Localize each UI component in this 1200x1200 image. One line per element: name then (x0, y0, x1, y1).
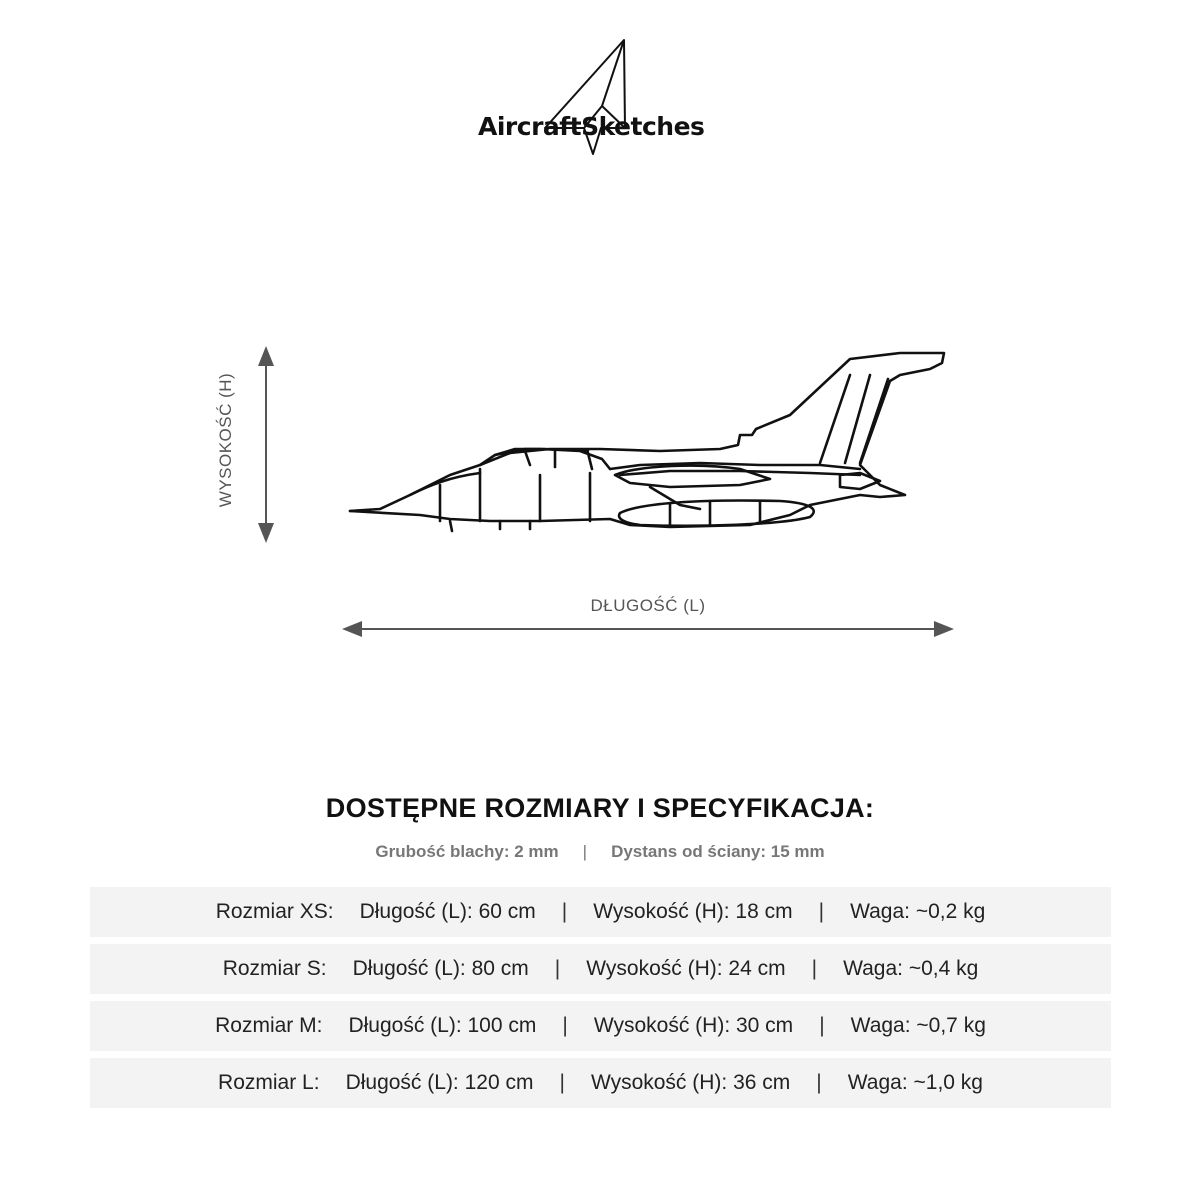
spec-title: DOSTĘPNE ROZMIARY I SPECYFIKACJA: (325, 793, 875, 823)
size-height: Wysokość (H): 24 cm (586, 957, 786, 980)
separator: | (562, 1014, 568, 1037)
separator: | (811, 957, 818, 980)
size-table (90, 887, 1111, 1115)
separator: | (554, 957, 561, 980)
separator: | (559, 1071, 565, 1094)
size-height: Wysokość (H): 18 cm (593, 900, 793, 923)
size-height: Wysokość (H): 36 cm (590, 1071, 791, 1094)
size-length: Długość (L): 80 cm (352, 957, 529, 980)
size-length: Długość (L): 60 cm (359, 900, 536, 923)
brand-name: AircraftSketches (478, 112, 705, 141)
spec-subtitle (0, 842, 1200, 862)
size-weight: Waga: ~1,0 kg (847, 1071, 983, 1094)
separator: | (816, 1071, 822, 1094)
aircraft-silhouette-image (340, 345, 960, 555)
wall-distance: Dystans od ściany: 15 mm (611, 842, 825, 861)
sheet-thickness: Grubość blachy: 2 mm (375, 842, 559, 861)
size-weight: Waga: ~0,7 kg (850, 1014, 986, 1037)
separator: | (818, 900, 825, 923)
size-length: Długość (L): 120 cm (345, 1071, 534, 1094)
size-row-l (90, 1058, 1111, 1108)
separator: | (582, 842, 588, 861)
size-name: Rozmiar S: (222, 957, 327, 980)
size-weight: Waga: ~0,4 kg (843, 957, 979, 980)
size-weight: Waga: ~0,2 kg (850, 900, 986, 923)
size-length: Długość (L): 100 cm (348, 1014, 537, 1037)
height-label: WYSOKOŚĆ (H) (216, 372, 235, 508)
separator: | (561, 900, 568, 923)
size-name: Rozmiar XS: (215, 900, 334, 923)
size-name: Rozmiar M: (215, 1014, 323, 1037)
length-label: DŁUGOŚĆ (L) (590, 596, 706, 615)
separator: | (819, 1014, 825, 1037)
size-name: Rozmiar L: (218, 1071, 320, 1094)
size-row-s (90, 944, 1111, 994)
size-height: Wysokość (H): 30 cm (593, 1014, 794, 1037)
size-row-xs (90, 887, 1111, 937)
size-row-m (90, 1001, 1111, 1051)
